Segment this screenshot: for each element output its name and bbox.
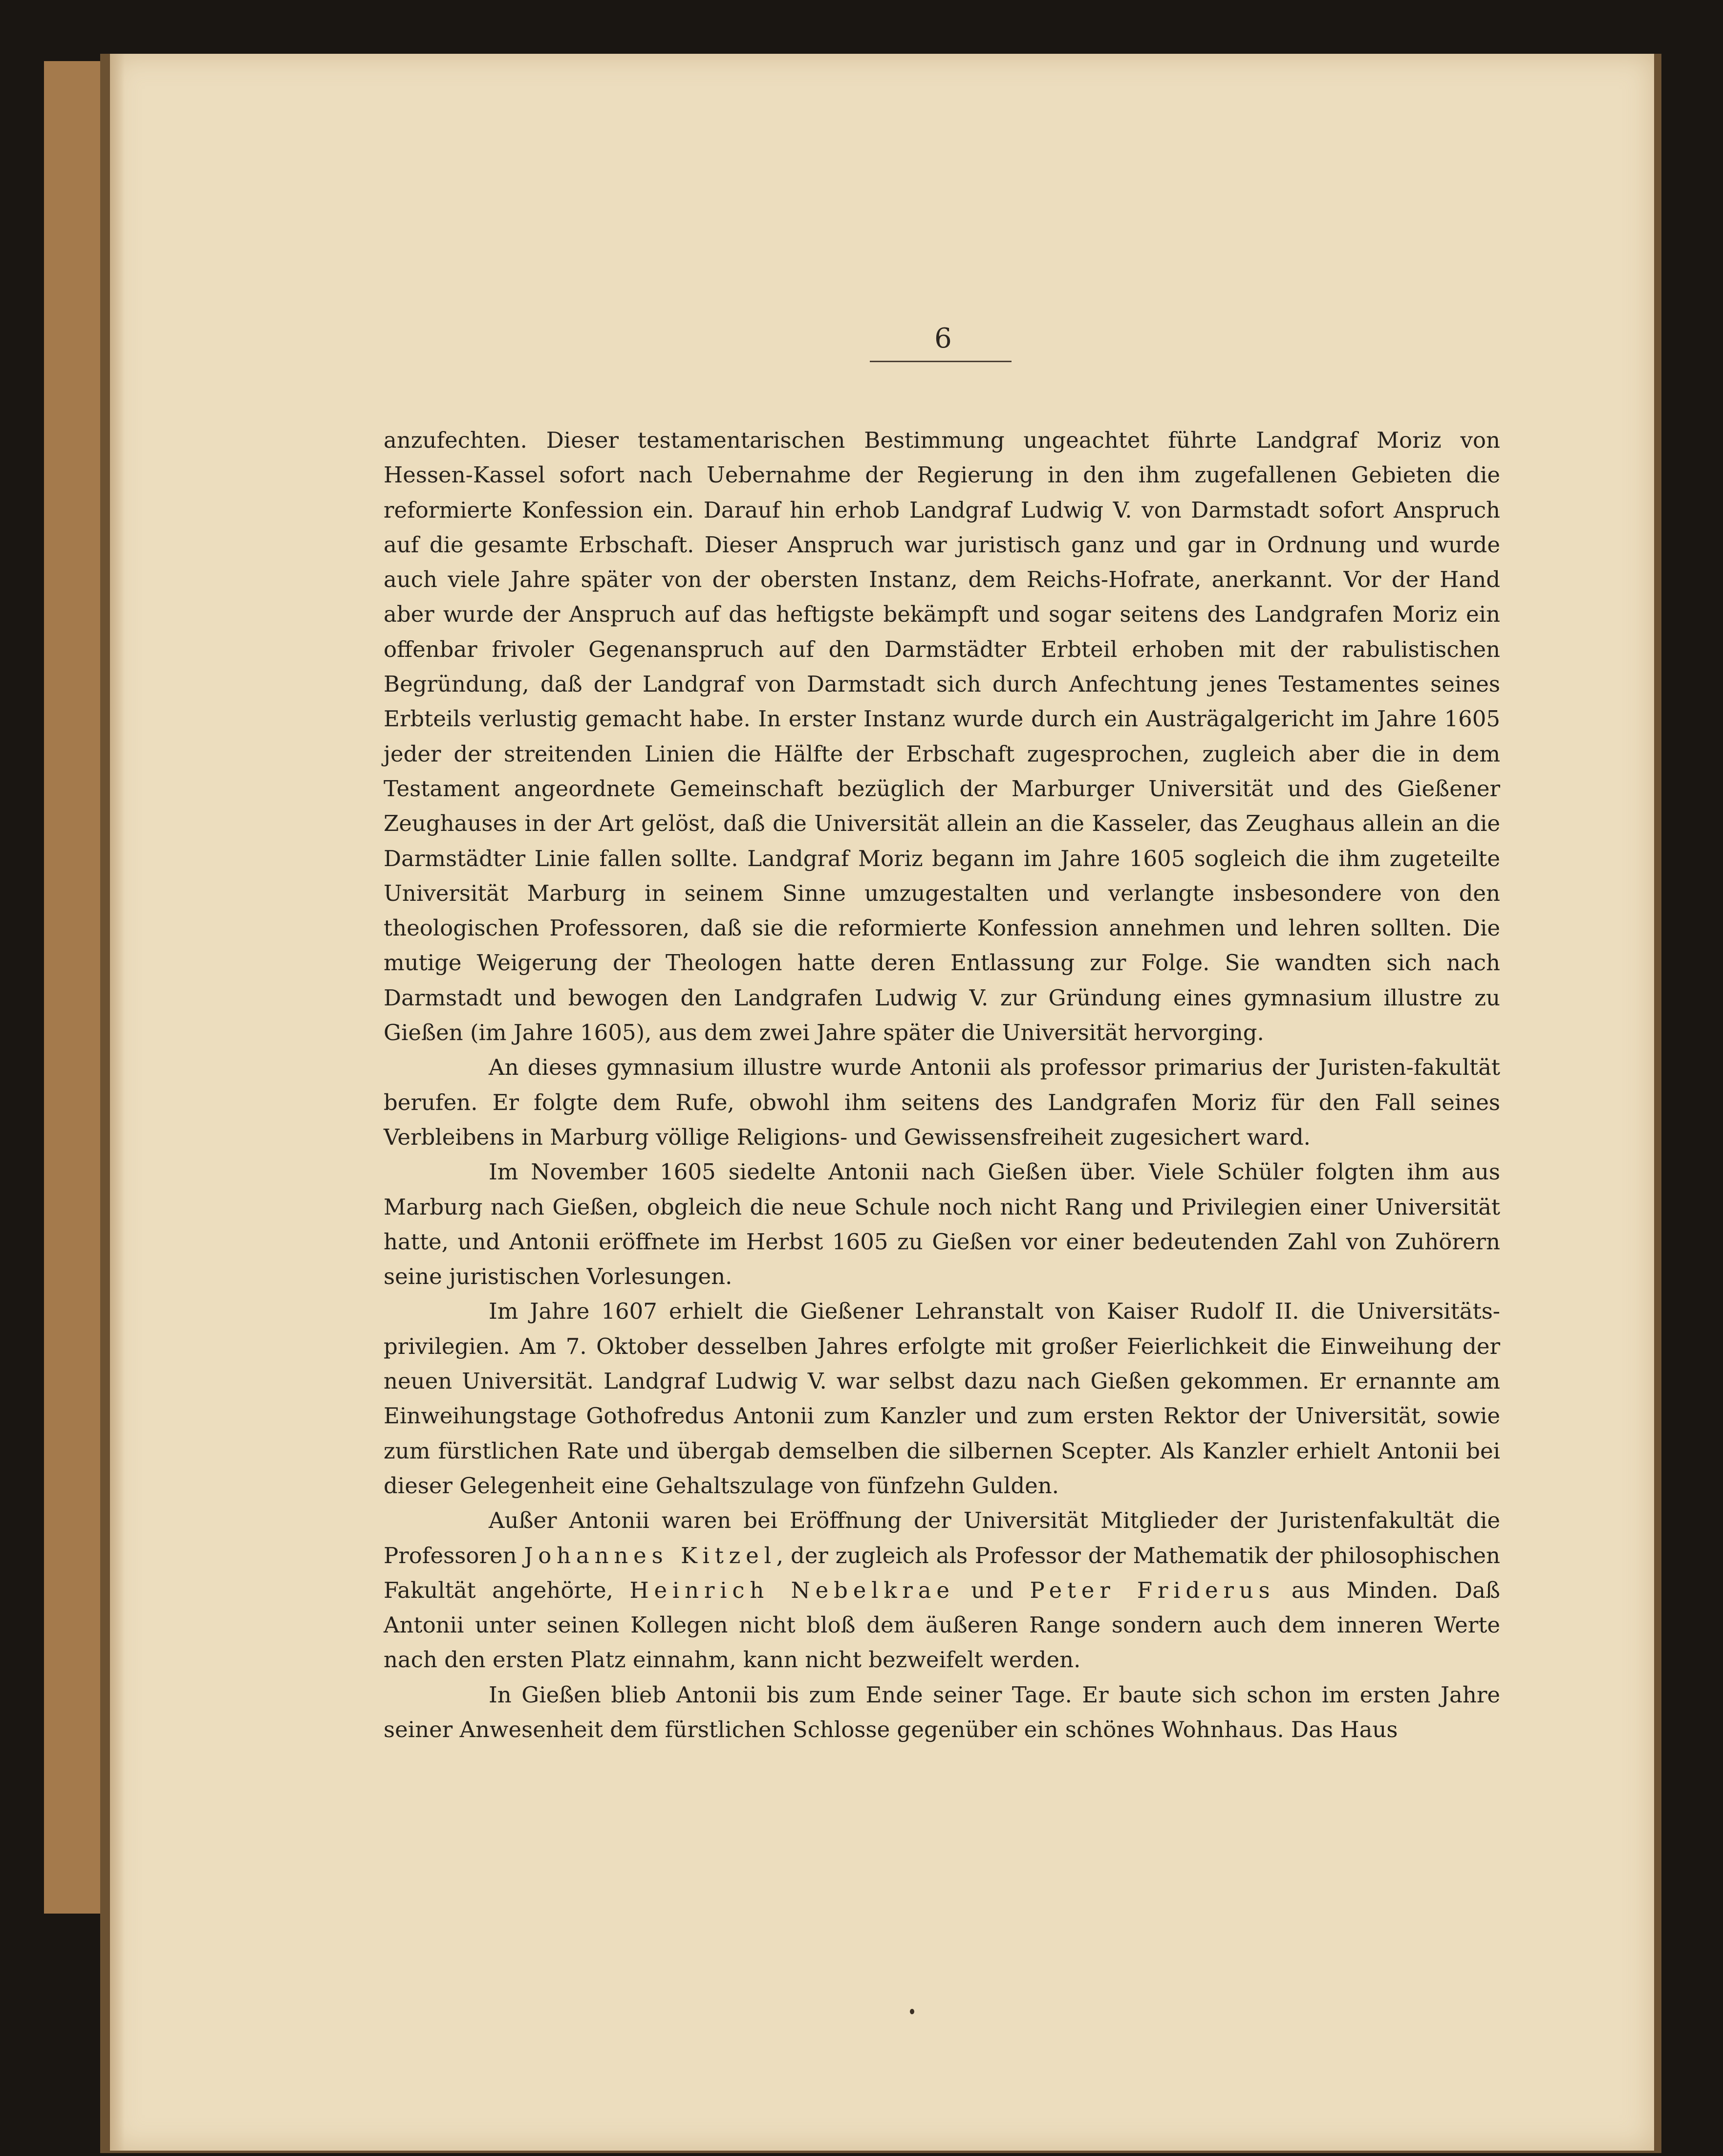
paragraph-1: anzufechten. Dieser testamentarischen Bestimmung ungeachtet führte Landgraf Moriz von Hessen-Kassel sofort nach Uebernahme der Regierung in den ihm zugefallenen Gebieten die reformierte Konfession ein. Darauf hin erhob Landgraf Ludwig V. von Darmstadt sofort Anspruch auf die gesamte Erbschaft. Dieser Anspruch war juristisch ganz und gar in Ordnung und wurde auch viele Jahre später von der obersten Instanz, dem Reichs-Hofrate, anerkannt. Vor der Hand aber wurde der Anspruch auf das heftigste bekämpft und sogar seitens des Landgrafen Moriz ein offenbar frivoler Gegenanspruch auf den Darmstädter Erbteil erhoben mit der rabulistischen Begründung, daß der Landgraf von Darmstadt sich durch Anfechtung jenes Testamentes seines Erbteils verlustig gemacht habe. In erster Instanz wurde durch ein Austrägalgericht im Jahre 1605 jeder der streitenden Linien die Hälfte der Erbschaft zugesprochen, zugleich aber die in dem Testament angeordnete Gemeinschaft bezüglich der Marburger Universität und des Gießener Zeughauses in der Art gelöst, daß die Universität allein an die Kasseler, das Zeughaus allein an die Darmstädter Linie fallen sollte. Landgraf Moriz begann im Jahre 1605 sogleich die ihm zugeteilte Universität Marburg in seinem Sinne umzugestalten und verlangte insbesondere von den theologischen Professoren, daß sie die reformierte Konfession annehmen und lehren sollten. Die mutige Weigerung der Theologen hatte deren Entlassung zur Folge. Sie wandten sich nach Darmstadt und bewogen den Landgrafen Ludwig V. zur Gründung eines gymnasium illustre zu Gießen (im Jahre 1605), aus dem zwei Jahre später die Universität hervorging. xyxy=(384,427,1500,1046)
ink-speck xyxy=(910,2009,914,2014)
professor-name-nebelkrae: Heinrich Nebelkrae xyxy=(629,1577,955,1603)
paragraph-5 xyxy=(384,1503,1500,1677)
paragraph-5-middle-1: , der zugleich als Professor der Mathematik der philosophischen Fakultät angehörte, xyxy=(384,1542,1501,1603)
professor-name-kitzel: Johannes Kitzel xyxy=(524,1542,776,1568)
page-number-rule xyxy=(870,361,1012,362)
professor-name-friderus: Peter Friderus xyxy=(1030,1577,1275,1603)
paragraph-5-end: aus Minden. Daß Antonii unter seinen Kollegen nicht bloß dem äußeren Range sondern auch dem inneren Werte nach den ersten Platz einnahm, kann nicht bezweifelt werden. xyxy=(384,1577,1500,1673)
paragraph-6: In Gießen blieb Antonii bis zum Ende seiner Tage. Er baute sich schon im ersten Jahre seiner Anwesenheit dem fürstlichen Schlosse gegenüber ein schönes Wohnhaus. Das Haus xyxy=(384,1681,1500,1742)
paragraph-5-middle-2: und xyxy=(954,1577,1030,1603)
paragraph-5-start: Außer Antonii waren bei Eröffnung der Universität Mitglieder der Juristenfakultät die Professoren xyxy=(384,1507,1500,1568)
paragraph-4: Im Jahre 1607 erhielt die Gießener Lehranstalt von Kaiser Rudolf II. die Universitäts-privilegien. Am 7. Oktober desselben Jahres erfolgte mit großer Feierlichkeit die Einweihung der neuen Universität. Landgraf Ludwig V. war selbst dazu nach Gießen gekommen. Er ernannte am Einweihungstage Gothofredus Antonii zum Kanzler und zum ersten Rektor der Universität, sowie zum fürstlichen Rate und übergab demselben die silbernen Scepter. Als Kanzler erhielt Antonii bei dieser Gelegenheit eine Gehaltszulage von fünfzehn Gulden. xyxy=(384,1298,1500,1499)
page-gutter xyxy=(110,54,125,2151)
paragraph-3: Im November 1605 siedelte Antonii nach Gießen über. Viele Schüler folgten ihm aus Marburg nach Gießen, obgleich die neue Schule noch nicht Rang und Privilegien einer Universität hatte, und Antonii eröffnete im Herbst 1605 zu Gießen vor einer bedeutenden Zahl von Zuhörern seine juristischen Vorlesungen. xyxy=(384,1159,1500,1290)
page-number: 6 xyxy=(934,323,952,354)
body-text xyxy=(384,423,1500,1782)
paragraph-2: An dieses gymnasium illustre wurde Antonii als professor primarius der Juristen-fakultät berufen. Er folgte dem Rufe, obwohl ihm seitens des Landgrafen Moriz für den Fall seines Verbleibens in Marburg völlige Religions- und Gewissensfreiheit zugesichert ward. xyxy=(384,1054,1500,1150)
